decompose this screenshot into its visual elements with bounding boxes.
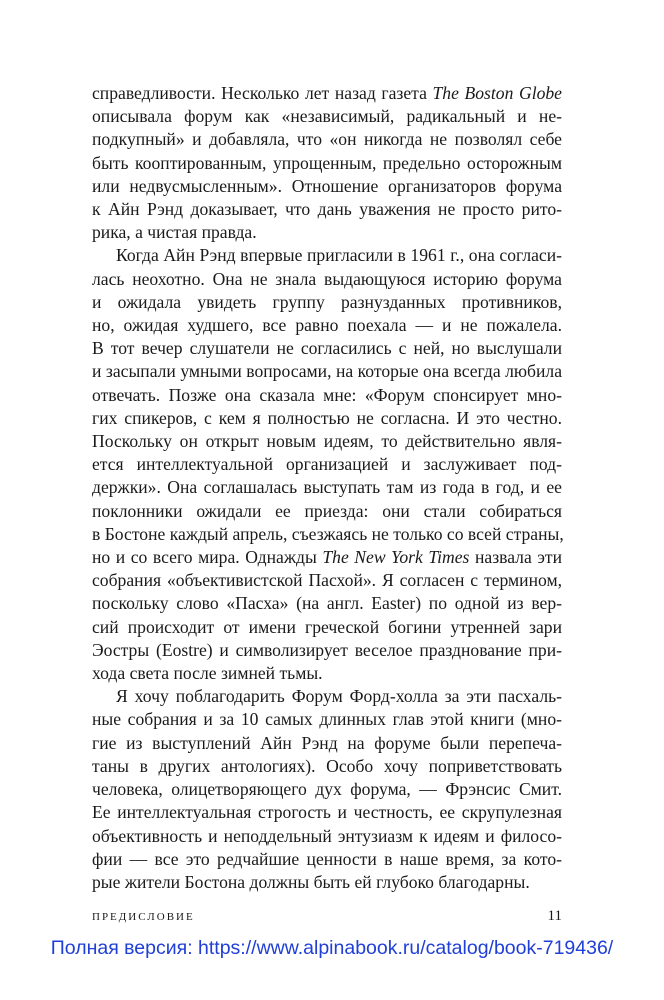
text-line: но, ожидая худшего, все равно поехала — и не пожалела. [92,315,562,336]
paragraph [92,685,562,894]
text-line: и засыпали умными вопросами, на которые она всегда любила [92,361,562,382]
text-line: человека, олицетворяющего дух форума, — Фрэнсис Смит. [92,779,562,800]
text-line: фии — все это редчайшие ценности в наше время, за кото- [92,848,562,869]
page-number: 11 [547,908,562,924]
text-line: ется интеллектуальной организацией и заслуживает под- [92,454,562,475]
text-line: хода света после зимней тьмы. [92,663,323,684]
text-line: к Айн Рэнд доказывает, что дань уважения не просто рито- [92,199,562,220]
page-body [92,82,562,894]
text-line: Когда Айн Рэнд впервые пригласили в 1961 г., она согласи- [116,245,562,266]
text-line: держки». Она соглашалась выступать там из года в год, и ее [92,477,562,498]
paragraph [92,244,562,685]
text-line: Ее интеллектуальная строгость и честность, ее скрупулезная [92,802,562,823]
italic-title: The Boston Globe [432,83,562,103]
text-line: Эостры (Eostre) и символизирует веселое празднование при- [92,639,562,660]
full-version-link[interactable]: Полная версия: https://www.alpinabook.ru/catalog/book-719436/ [50,937,614,959]
text-line: справедливости. Несколько лет назад газета The Boston Globe [92,83,562,103]
running-head: ПРЕДИСЛОВИЕ [92,911,195,923]
text-line: поскольку слово «Пасха» (на англ. Easter) по одной из вер- [92,593,562,614]
text-line: быть кооптированным, упрощенным, предельно осторожным [92,152,562,173]
text-line: в Бостоне каждый апрель, съезжаясь не только со всей страны, [92,523,564,544]
text-line: лась неохотно. Она не знала выдающуюся историю форума [92,268,562,289]
page-footer [92,908,562,925]
text-line: но и со всего мира. Однажды The New York Times назвала эти [92,547,562,568]
text-line: подкупный» и добавляла, что «он никогда не позволял себе [92,129,562,150]
text-line: гие из выступлений Айн Рэнд на форуме были перепеча- [92,732,562,753]
text-line: объективность и неподдельный энтузиазм к идеям и филосо- [92,825,562,846]
text-line: рые жители Бостона должны быть ей глубоко благодарны. [92,871,530,892]
text-line: Я хочу поблагодарить Форум Форд-холла за эти пасхаль- [116,686,562,707]
text-line: сий происходит от имени греческой богини утренней зари [92,616,562,637]
text-line: или недвусмысленным». Отношение организаторов форума [92,175,562,196]
text-line: таны в других антологиях). Особо хочу поприветствовать [92,755,562,776]
text-line: и ожидала увидеть группу разнузданных противников, [92,291,562,312]
body-text [92,82,562,894]
text-line: описывала форум как «независимый, радикальный и не- [92,106,562,127]
italic-title: The New York Times [322,547,470,568]
paragraph [92,82,562,244]
text-line: ные собрания и за 10 самых длинных глав этой книги (мно- [92,709,562,730]
text-line: гих спикеров, с кем я полностью не согласна. И это честно. [92,407,562,428]
text-line: Поскольку он открыт новым идеям, то действительно явля- [92,431,562,452]
text-line: рика, а чистая правда. [92,222,257,243]
text-line: собрания «объективистской Пасхой». Я согласен с термином, [92,570,562,591]
text-line: отвечать. Позже она сказала мне: «Форум спонсирует мно- [92,384,562,405]
text-line: поклонники ожидали ее приезда: они стали собираться [92,500,562,521]
text-line: В тот вечер слушатели не согласились с ней, но выслушали [92,338,562,359]
